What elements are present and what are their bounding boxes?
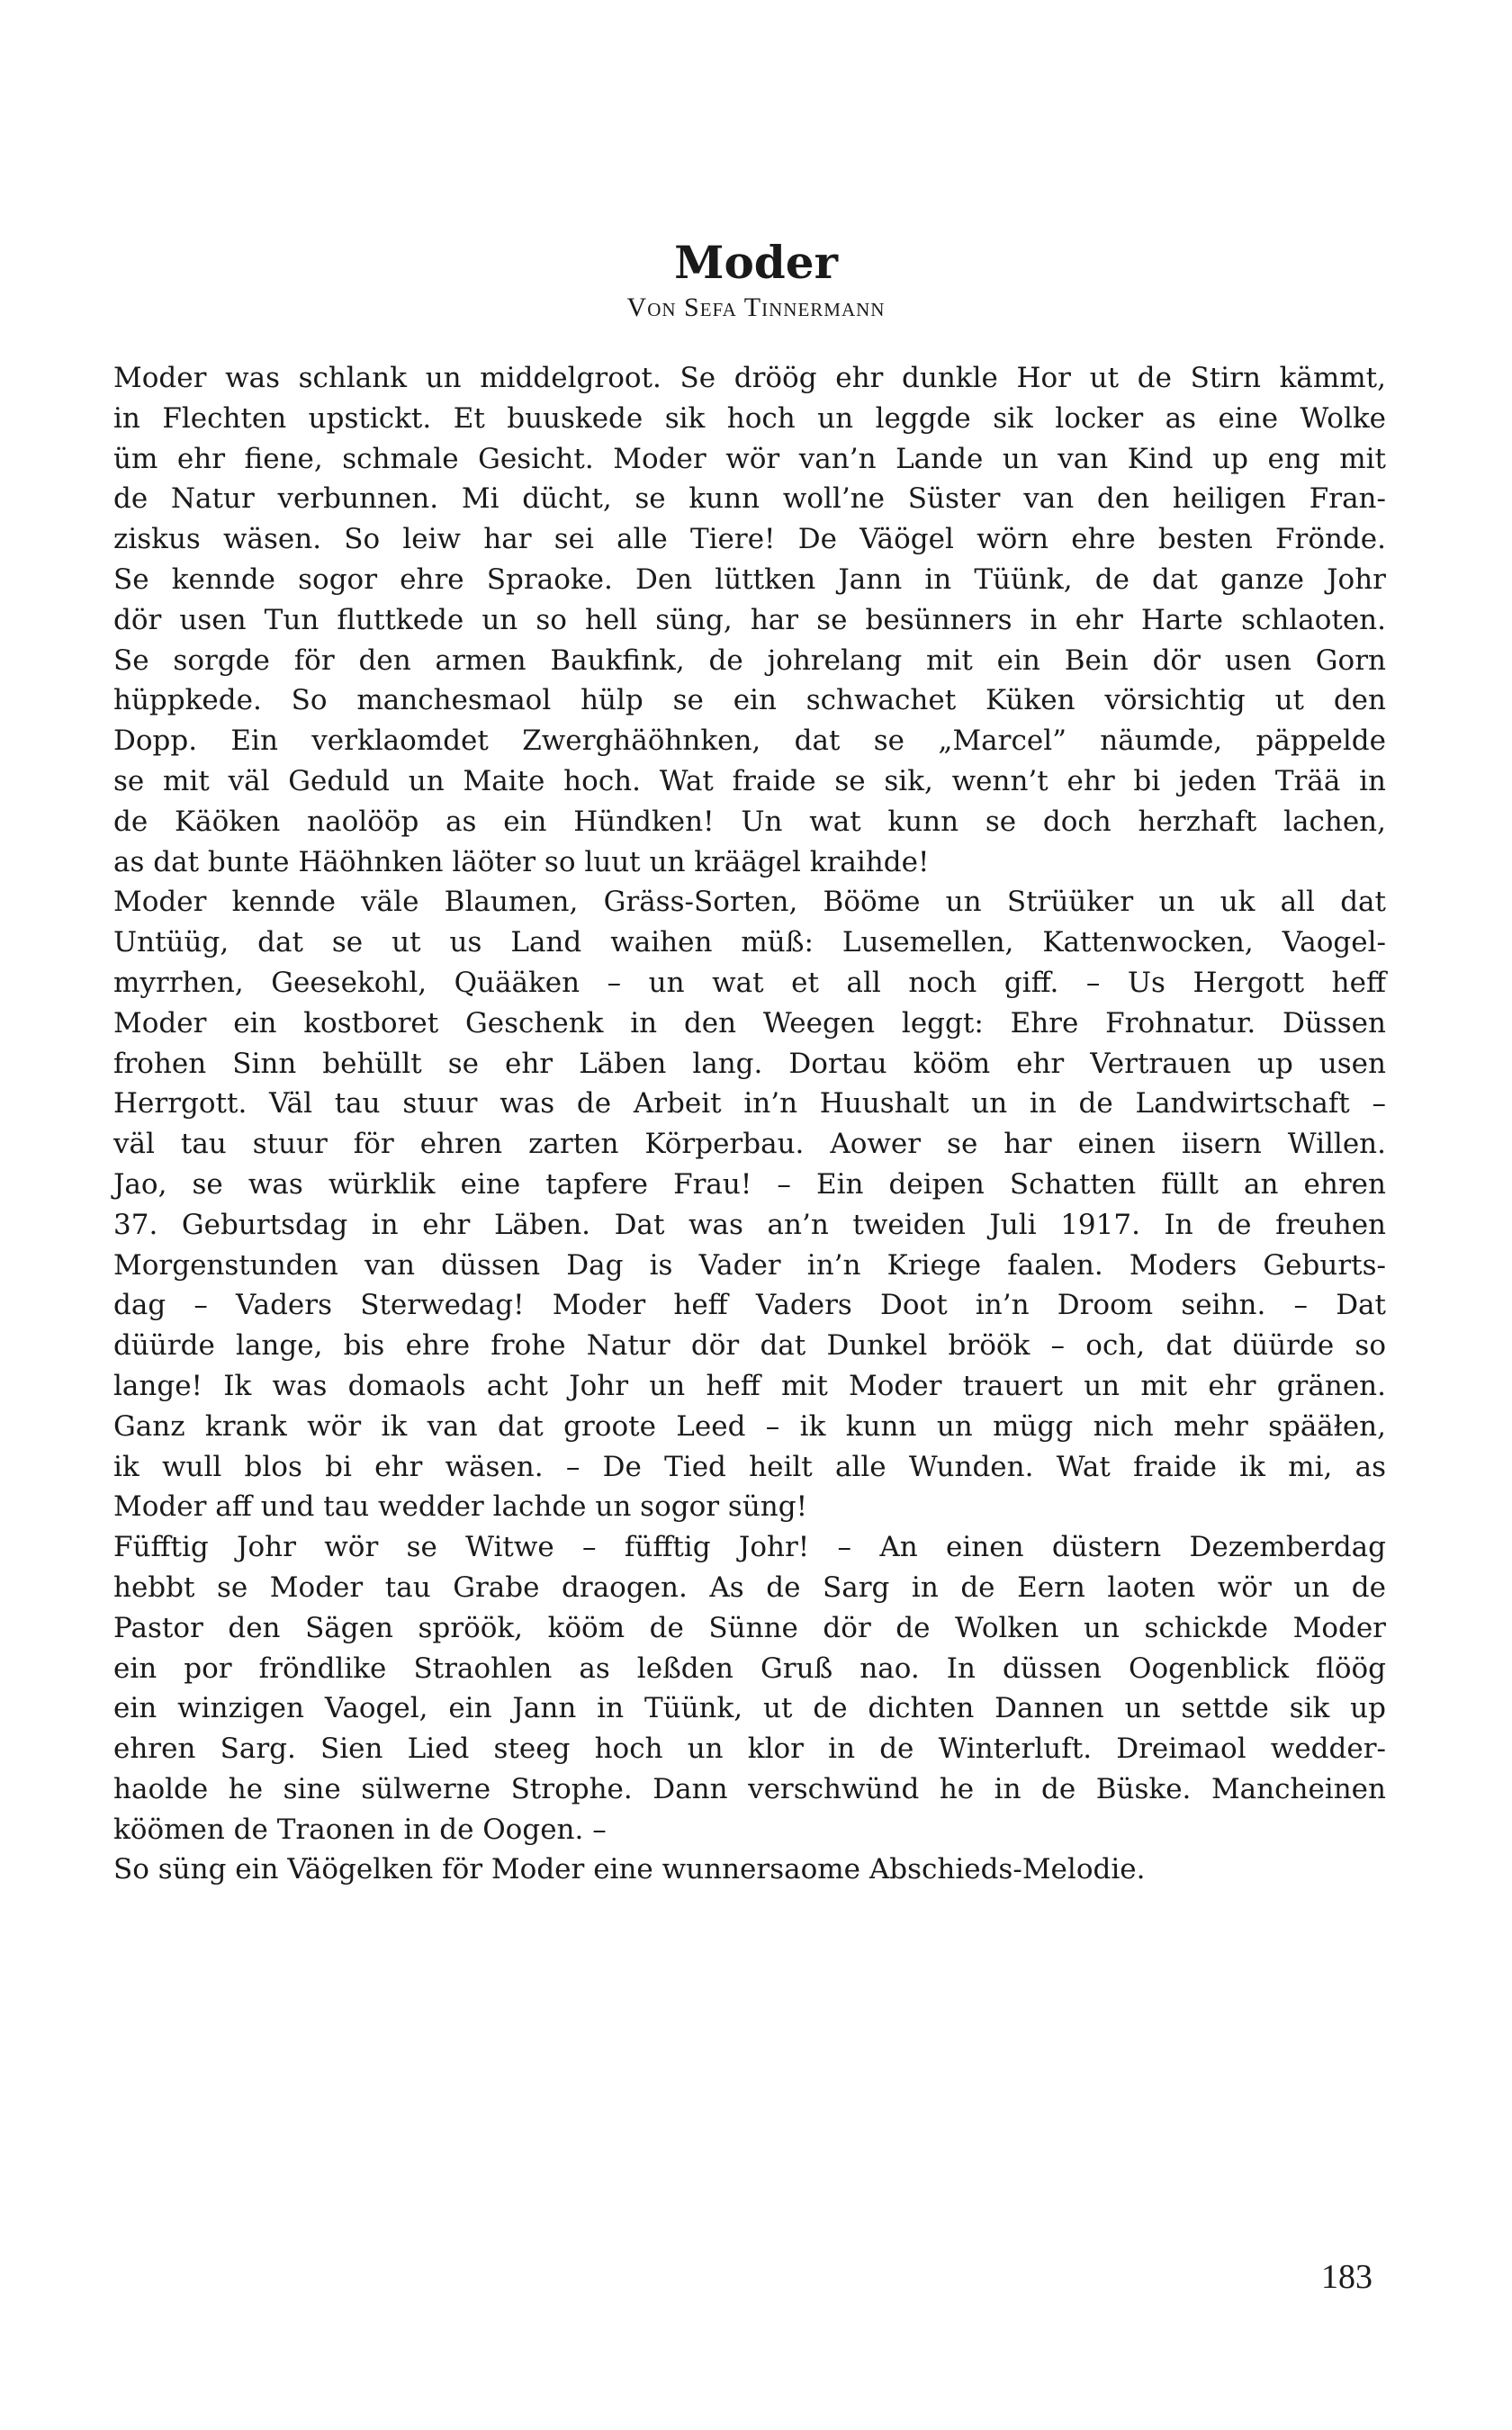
text-line: Pastor den Sägen spröök, kööm de Sünne dör de Wolken un schickde Moder bbox=[113, 1611, 1386, 1644]
text-line: se mit väl Geduld un Maite hoch. Wat fraide se sik, wenn’t ehr bi jeden Trää in bbox=[113, 764, 1386, 797]
text-line: in Flechten upstickt. Et buuskede sik hoch un leggde sik locker as eine Wolke bbox=[113, 401, 1386, 435]
text-line: ziskus wäsen. So leiw har sei alle Tiere! De Väögel wörn ehre besten Frönde. bbox=[113, 523, 1386, 556]
text-line: Moder aff und tau wedder lachde un sogor süng! bbox=[113, 1490, 808, 1524]
text-line: düürde lange, bis ehre frohe Natur dör dat Dunkel bröök – och, dat düürde so bbox=[113, 1329, 1386, 1363]
text-line: üm ehr fiene, schmale Gesicht. Moder wör van’n Lande un van Kind up eng mit bbox=[113, 442, 1386, 475]
text-line: lange! Ik was domaols acht Johr un heff mit Moder trauert un mit ehr gränen. bbox=[113, 1369, 1386, 1402]
text-line: Füfftig Johr wör se Witwe – füfftig Johr! – An einen düstern Dezemberdag bbox=[113, 1531, 1386, 1564]
text-line: hebbt se Moder tau Grabe draogen. As de Sarg in de Eern laoten wör un de bbox=[113, 1570, 1386, 1604]
text-line: Ganz krank wör ik van dat groote Leed – ik kunn un mügg nich mehr spääłen, bbox=[113, 1409, 1386, 1443]
text-line: frohen Sinn behüllt se ehr Läben lang. Dortau kööm ehr Vertrauen up usen bbox=[113, 1047, 1386, 1080]
text-line: haolde he sine sülwerne Strophe. Dann verschwünd he in de Büske. Mancheinen bbox=[113, 1772, 1386, 1805]
text-line: Moder kennde väle Blaumen, Gräss-Sorten, Bööme un Strüüker un uk all dat bbox=[113, 886, 1386, 919]
text-line: as dat bunte Häöhnken läöter so luut un kräägel kraihde! bbox=[113, 845, 930, 878]
text-line: dag – Vaders Sterwedag! Moder heff Vaders Doot in’n Droom seihn. – Dat bbox=[113, 1289, 1386, 1322]
text-line: köömen de Traonen in de Oogen. – bbox=[113, 1813, 607, 1846]
text-line: hüppkede. So manchesmaol hülp se ein schwachet Küken vörsichtig ut den bbox=[113, 684, 1386, 717]
text-line: Dopp. Ein verklaomdet Zwerghäöhnken, dat se „Marcel” näumde, päppelde bbox=[113, 724, 1386, 758]
text-line: de Käöken naolööp as ein Hündken! Un wat kunn se doch herzhaft lachen, bbox=[113, 805, 1386, 838]
author-byline: Von Sefa Tinnermann bbox=[626, 292, 886, 322]
story-text bbox=[113, 358, 1386, 1890]
text-line: ik wull blos bi ehr wäsen. – De Tied heilt alle Wunden. Wat fraide ik mi, as bbox=[113, 1450, 1386, 1483]
text-line: myrrhen, Geesekohl, Quääken – un wat et all noch giff. – Us Hergott heff bbox=[113, 966, 1386, 999]
page-title: Moder bbox=[674, 235, 838, 289]
text-line: Moder ein kostboret Geschenk in den Weegen leggt: Ehre Frohnatur. Düssen bbox=[113, 1006, 1386, 1040]
text-line: Jao, se was würklik eine tapfere Frau! – Ein deipen Schatten füllt an ehren bbox=[113, 1167, 1386, 1201]
text-line: Se kennde sogor ehre Spraoke. Den lüttken Jann in Tüünk, de dat ganze Johr bbox=[113, 562, 1386, 596]
text-line: So süng ein Väögelken för Moder eine wunnersaome Abschieds-Melodie. bbox=[113, 1853, 1146, 1886]
text-line: de Natur verbunnen. Mi dücht, se kunn woll’ne Süster van den heiligen Fran- bbox=[113, 482, 1386, 516]
page-number: 183 bbox=[1321, 2258, 1372, 2296]
text-line: ein winzigen Vaogel, ein Jann in Tüünk, ut de dichten Dannen un settde sik up bbox=[113, 1692, 1386, 1725]
text-line: Untüüg, dat se ut us Land waihen müß: Lusemellen, Kattenwocken, Vaogel- bbox=[113, 926, 1386, 959]
text-line: Herrgott. Väl tau stuur was de Arbeit in’n Huushalt un in de Landwirtschaft – bbox=[113, 1087, 1386, 1120]
text-line: Morgenstunden van düssen Dag is Vader in’n Kriege faalen. Moders Geburts- bbox=[113, 1248, 1386, 1282]
text-line: Se sorgde för den armen Baukfink, de johrelang mit ein Bein dör usen Gorn bbox=[113, 644, 1386, 677]
text-line: 37. Geburtsdag in ehr Läben. Dat was an’n tweiden Juli 1917. In de freuhen bbox=[113, 1208, 1386, 1241]
text-line: väl tau stuur för ehren zarten Körperbau. Aower se har einen iisern Willen. bbox=[113, 1128, 1386, 1161]
text-line: Moder was schlank un middelgroot. Se dröög ehr dunkle Hor ut de Stirn kämmt, bbox=[113, 362, 1386, 394]
text-line: ehren Sarg. Sien Lied steeg hoch un klor in de Winterluft. Dreimaol wedder- bbox=[113, 1732, 1386, 1766]
text-line: ein por fröndlike Straohlen as leßden Gruß nao. In düssen Oogenblick flöög bbox=[113, 1652, 1386, 1685]
text-line: dör usen Tun fluttkede un so hell süng, har se besünners in ehr Harte schlaoten. bbox=[113, 603, 1386, 636]
